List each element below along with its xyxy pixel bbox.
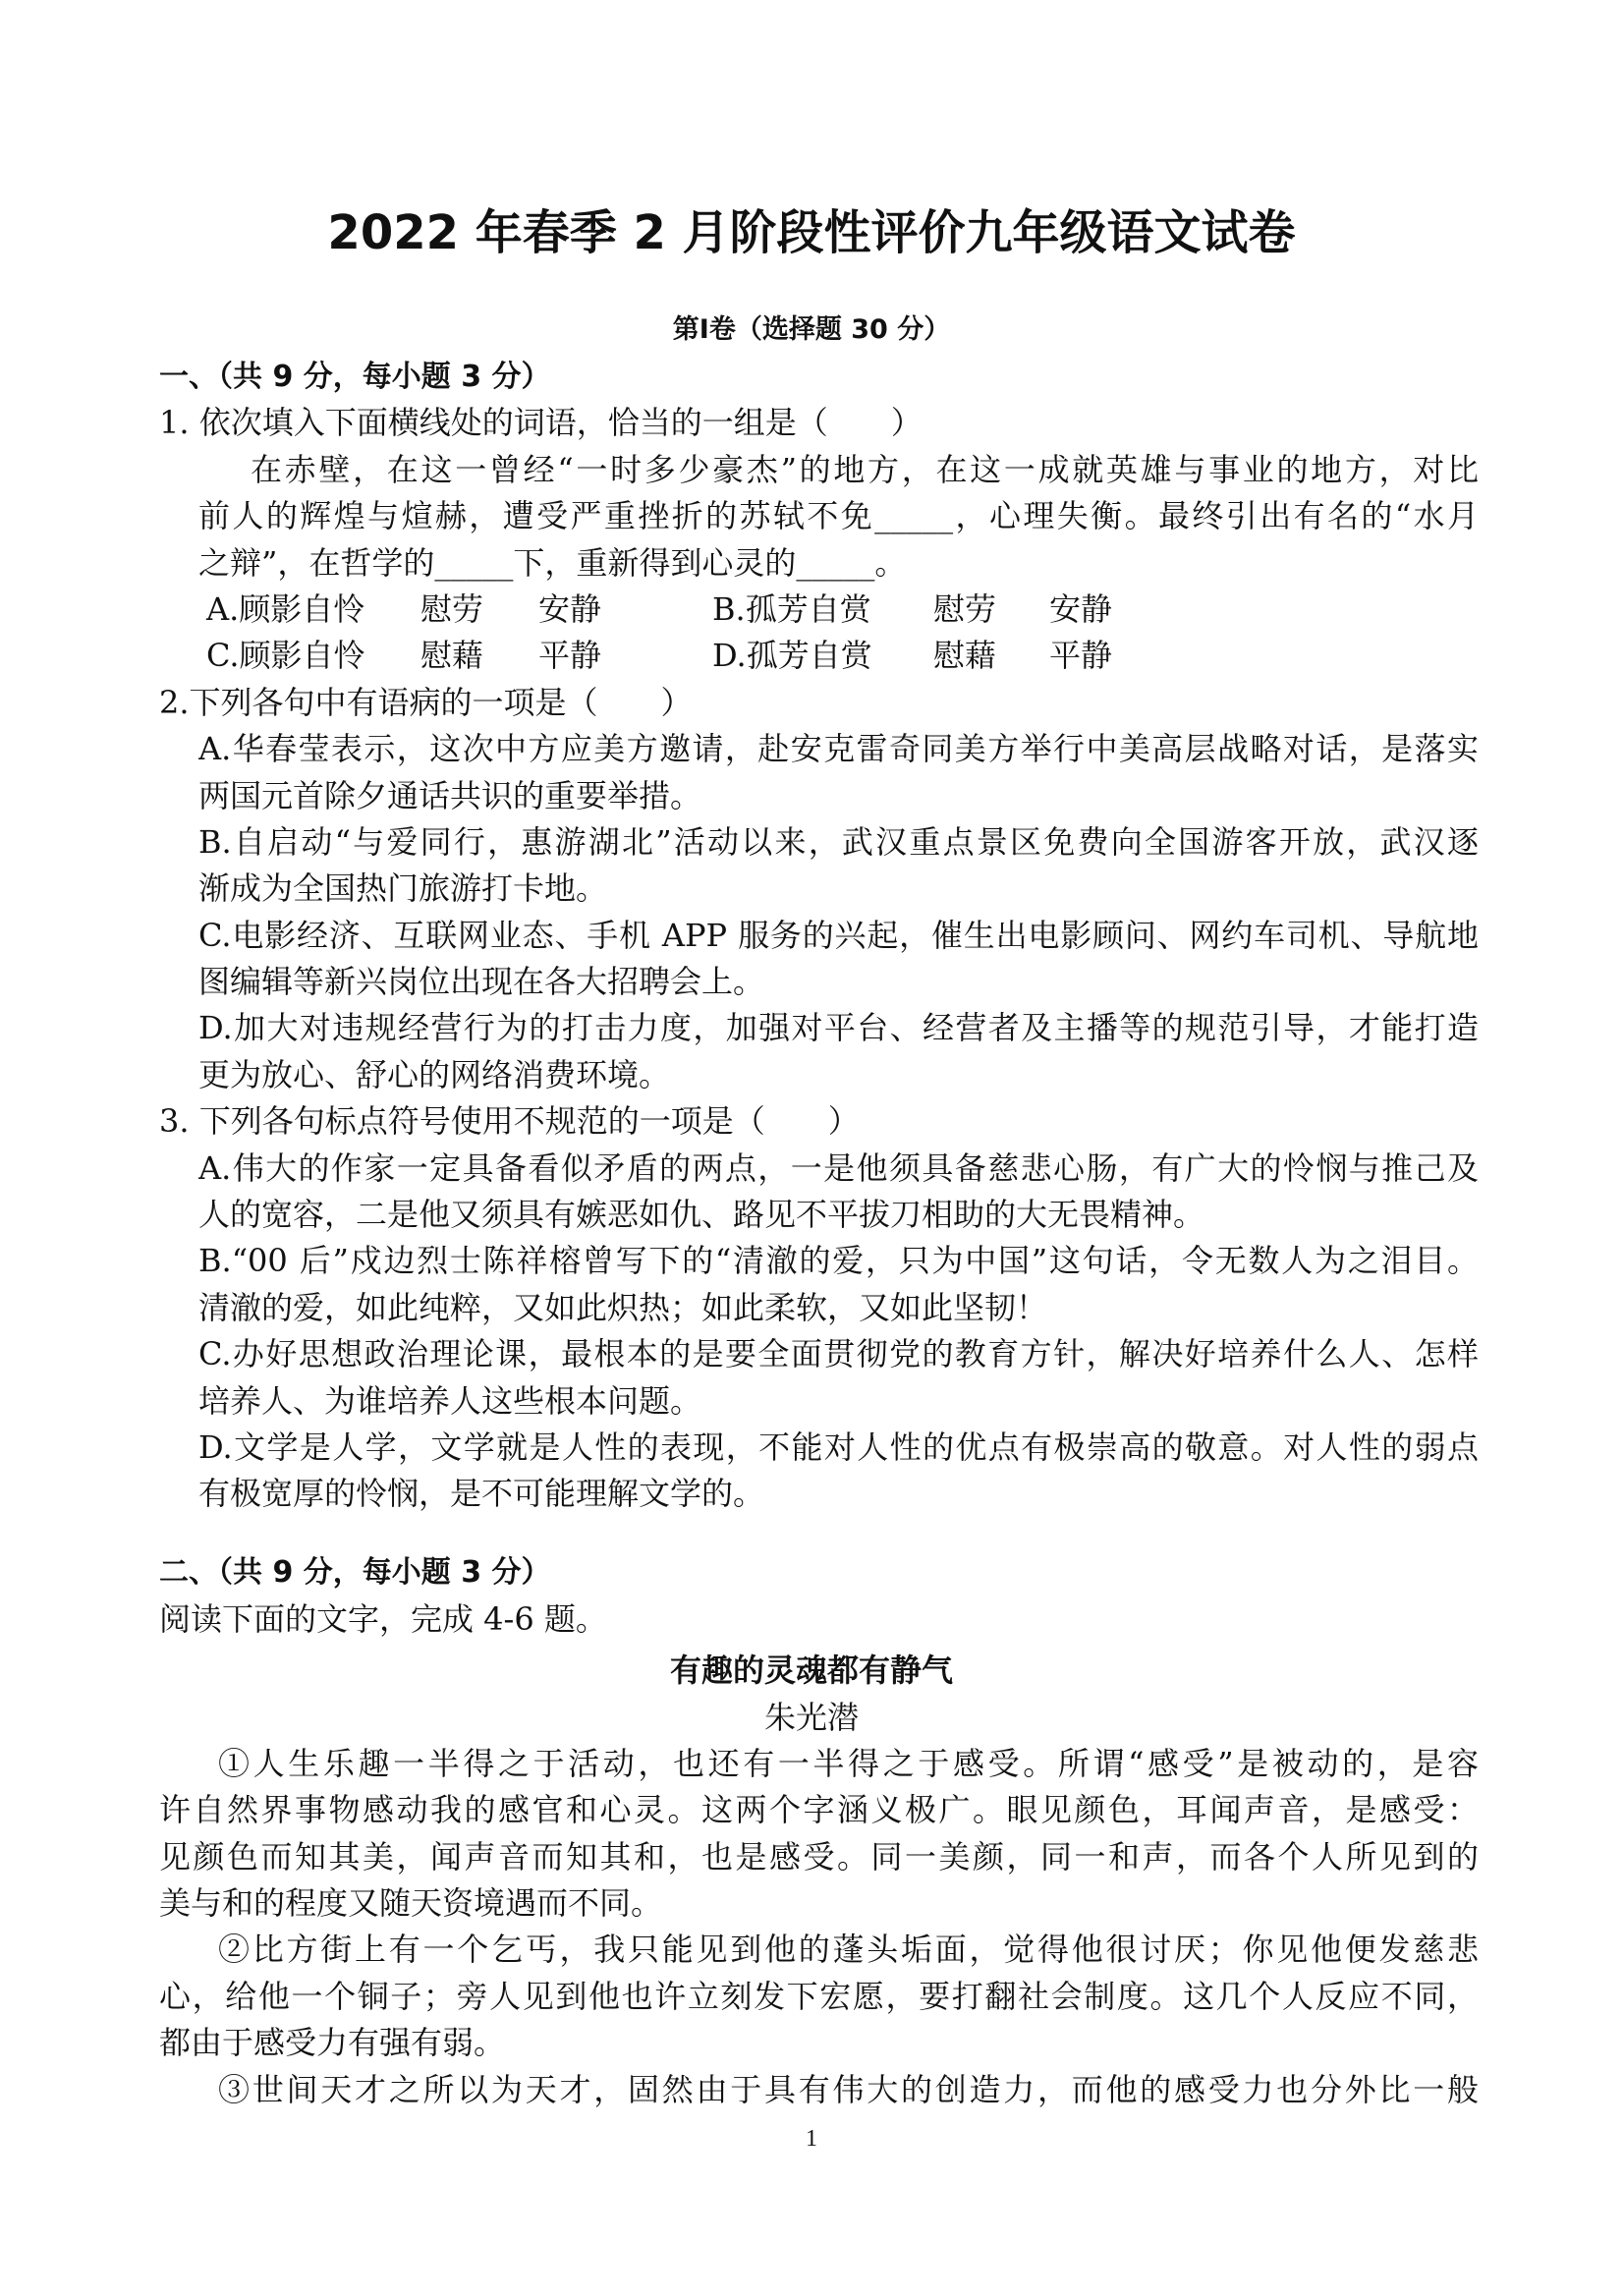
option-c bbox=[206, 633, 365, 679]
question-stem bbox=[159, 1098, 1479, 1145]
option-line: B.自启动“与爱同行，惠游湖北”活动以来，武汉重点景区免费向全国游客开放，武汉逐 bbox=[198, 822, 1479, 861]
option-line: 更为放心、舒心的网络消费环境。 bbox=[198, 1055, 671, 1093]
option-row bbox=[0, 587, 1623, 633]
option-line: D.加大对违规经营行为的打击力度，加强对平台、经营者及主播等的规范引导，才能打造 bbox=[198, 1009, 1479, 1047]
page-number: 1 bbox=[806, 2126, 817, 2152]
stem-text: 3. 下列各句标点符号使用 bbox=[159, 1102, 514, 1141]
question-stem bbox=[159, 400, 1479, 446]
option-label: D. bbox=[712, 637, 747, 675]
question-stem: 2.下列各句中有语病的一项是（ ） bbox=[159, 683, 693, 721]
option-line: 有极宽厚的怜悯，是不可能理解文学的。 bbox=[198, 1475, 765, 1513]
option-line: 培养人、为谁培养人这些根本问题。 bbox=[198, 1381, 702, 1420]
stem-text: 1. 依次填入下面横线处的词语， bbox=[159, 404, 608, 442]
section-header: 一、（共 9 分，每小题 3 分） bbox=[159, 360, 551, 394]
option-word: 顾影自怜 bbox=[239, 589, 365, 628]
option-label: B. bbox=[712, 589, 746, 628]
article-line: ②比方街上有一个乞丐，我只能见到他的蓬头垢面，觉得他很讨厌；你见他便发慈悲 bbox=[218, 1931, 1479, 1969]
emphasis-dotted-text: 恰当 bbox=[607, 404, 671, 442]
option-line: C.电影经济、互联网业态、手机 APP 服务的兴起，催生出电影顾问、网约车司机、导航地 bbox=[198, 916, 1479, 954]
section-header: 二、（共 9 分，每小题 3 分） bbox=[159, 1555, 551, 1591]
stem-text: 的一项是（ ） bbox=[607, 1102, 860, 1141]
article-line: 美与和的程度又随天资境遇而不同。 bbox=[159, 1884, 663, 1923]
option-word: 慰劳 bbox=[933, 589, 997, 628]
passage-line: 前人的辉煌与煊赫，遭受严重挫折的苏轼不免_____，心理失衡。最终引出有名的“水月 bbox=[198, 497, 1479, 535]
article-line: ③世间天才之所以为天才，固然由于具有伟大的创造力，而他的感受力也分外比一般 bbox=[218, 2070, 1479, 2108]
article-line: 许自然界事物感动我的感官和心灵。这两个字涵义极广。眼见颜色，耳闻声音，是感受： bbox=[159, 1791, 1479, 1829]
exam-content bbox=[0, 354, 1623, 2113]
passage-line: 在赤壁，在这一曾经“一时多少豪杰”的地方，在这一成就英雄与事业的地方，对比 bbox=[251, 450, 1479, 488]
article-line: 心，给他一个铜子；旁人见到他也许立刻发下宏愿，要打翻社会制度。这几个人反应不同， bbox=[159, 1977, 1479, 2015]
option-a bbox=[206, 587, 364, 633]
article-line: ①人生乐趣一半得之于活动，也还有一半得之于感受。所谓“感受”是被动的，是容 bbox=[218, 1744, 1479, 1782]
passage-line: 之辩”，在哲学的_____下，重新得到心灵的_____。 bbox=[198, 543, 907, 582]
option-line: 人的宽容，二是他又须具有嫉恶如仇、路见不平拔刀相助的大无畏精神。 bbox=[198, 1196, 1205, 1234]
article-author: 朱光潜 bbox=[763, 1698, 859, 1736]
option-line: 图编辑等新兴岗位出现在各大招聘会上。 bbox=[198, 963, 765, 1001]
option-word: 慰劳 bbox=[420, 589, 484, 628]
option-word: 顾影自怜 bbox=[239, 637, 365, 675]
option-line: A.华春莹表示，这次中方应美方邀请，赴安克雷奇同美方举行中美高层战略对话，是落实 bbox=[198, 730, 1479, 768]
option-line: 两国元首除夕通话共识的重要举措。 bbox=[198, 776, 702, 814]
option-word: 慰藉 bbox=[933, 637, 997, 675]
article-line: 都由于感受力有强有弱。 bbox=[159, 2024, 506, 2062]
option-line: 清澈的爱，如此纯粹，又如此炽热；如此柔软，又如此坚韧！ bbox=[198, 1288, 1048, 1326]
option-word: 慰藉 bbox=[420, 637, 484, 675]
reading-instruction: 阅读下面的文字，完成 4-6 题。 bbox=[159, 1599, 607, 1638]
option-word: 孤芳自赏 bbox=[746, 637, 872, 675]
option-line: 渐成为全国热门旅游打卡地。 bbox=[198, 869, 608, 908]
option-b bbox=[712, 587, 871, 633]
emphasis-dotted-text: 不规范 bbox=[513, 1102, 608, 1141]
exam-title: 2022 年春季 2 月阶段性评价九年级语文试卷 bbox=[327, 205, 1296, 260]
option-line: A.伟大的作家一定具备看似矛盾的两点，一是他须具备慈悲心肠，有广大的怜悯与推己及 bbox=[198, 1148, 1479, 1187]
option-label: C. bbox=[206, 637, 240, 675]
article-line: 见颜色而知其美，闻声音而知其和，也是感受。同一美颜，同一和声，而各个人所见到的 bbox=[159, 1837, 1479, 1876]
stem-text: 的一组是（ ） bbox=[670, 404, 923, 442]
option-label: A. bbox=[206, 589, 240, 628]
option-row bbox=[0, 633, 1623, 679]
volume-subtitle: 第Ⅰ卷（选择题 30 分） bbox=[672, 314, 951, 345]
option-word: 平静 bbox=[538, 637, 602, 675]
option-word: 平静 bbox=[1049, 637, 1113, 675]
option-word: 安静 bbox=[538, 589, 602, 628]
option-d bbox=[712, 633, 872, 679]
option-line: C.办好思想政治理论课，最根本的是要全面贯彻党的教育方针，解决好培养什么人、怎样 bbox=[198, 1335, 1479, 1373]
option-word: 安静 bbox=[1049, 589, 1113, 628]
article-title: 有趣的灵魂都有静气 bbox=[669, 1652, 953, 1690]
option-line: B.“00 后”戍边烈士陈祥榕曾写下的“清澈的爱，只为中国”这句话，令无数人为之泪目。 bbox=[198, 1242, 1479, 1280]
option-word: 孤芳自赏 bbox=[745, 589, 871, 628]
option-line: D.文学是人学，文学就是人性的表现，不能对人性的优点有极崇高的敬意。对人性的弱点 bbox=[198, 1428, 1479, 1466]
